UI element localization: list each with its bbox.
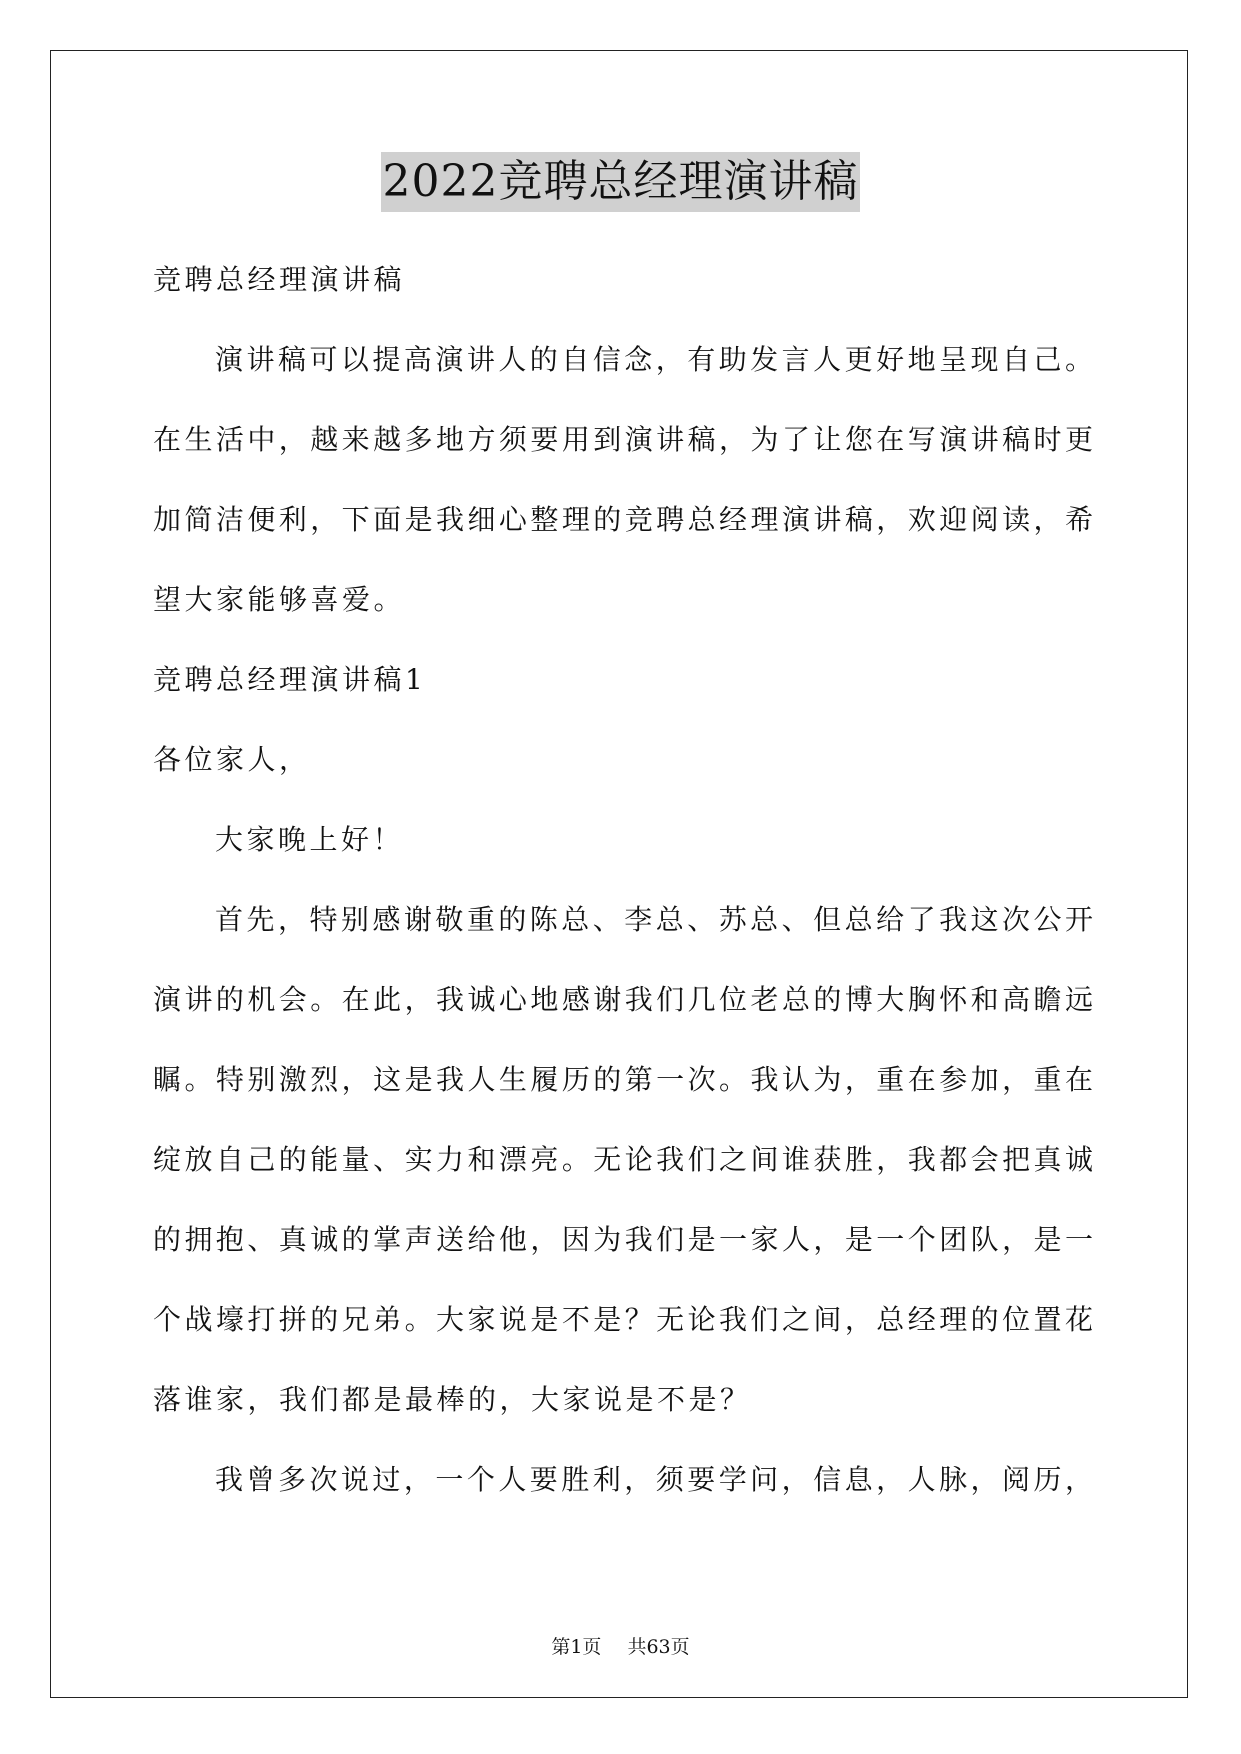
text-line: 在生活中，越来越多地方须要用到演讲稿，为了让您在写演讲稿时更 (153, 423, 1093, 456)
text-line: 竞聘总经理演讲稿 (153, 263, 406, 296)
text-line: 的拥抱、真诚的掌声送给他，因为我们是一家人，是一个团队，是一 (153, 1223, 1093, 1256)
text-line: 竞聘总经理演讲稿1 (153, 663, 427, 696)
text-line: 各位家人， (153, 743, 311, 776)
text-line: 落谁家，我们都是最棒的，大家说是不是？ (153, 1383, 752, 1416)
text-line: 望大家能够喜爱。 (153, 583, 406, 616)
document-body (153, 240, 1093, 1520)
title-container (0, 152, 1241, 212)
text-line: 个战壕打拼的兄弟。大家说是不是？无论我们之间，总经理的位置花 (153, 1303, 1093, 1336)
page-total: 共63页 (627, 1636, 690, 1658)
text-line: 绽放自己的能量、实力和漂亮。无论我们之间谁获胜，我都会把真诚 (153, 1143, 1093, 1176)
page-footer (0, 1632, 1241, 1659)
document-title: 2022竞聘总经理演讲稿 (381, 152, 861, 212)
text-line: 大家晚上好！ (215, 823, 405, 856)
text-line: 演讲稿可以提高演讲人的自信念，有助发言人更好地呈现自己。 (215, 343, 1093, 376)
page-number: 第1页 (551, 1636, 602, 1658)
text-line: 首先，特别感谢敬重的陈总、李总、苏总、但总给了我这次公开 (215, 903, 1093, 936)
text-line: 加简洁便利，下面是我细心整理的竞聘总经理演讲稿，欢迎阅读，希 (153, 503, 1093, 536)
text-line: 我曾多次说过，一个人要胜利，须要学问，信息，人脉，阅历， (215, 1463, 1093, 1496)
text-line: 瞩。特别激烈，这是我人生履历的第一次。我认为，重在参加，重在 (153, 1063, 1093, 1096)
text-line: 演讲的机会。在此，我诚心地感谢我们几位老总的博大胸怀和高瞻远 (153, 983, 1093, 1016)
